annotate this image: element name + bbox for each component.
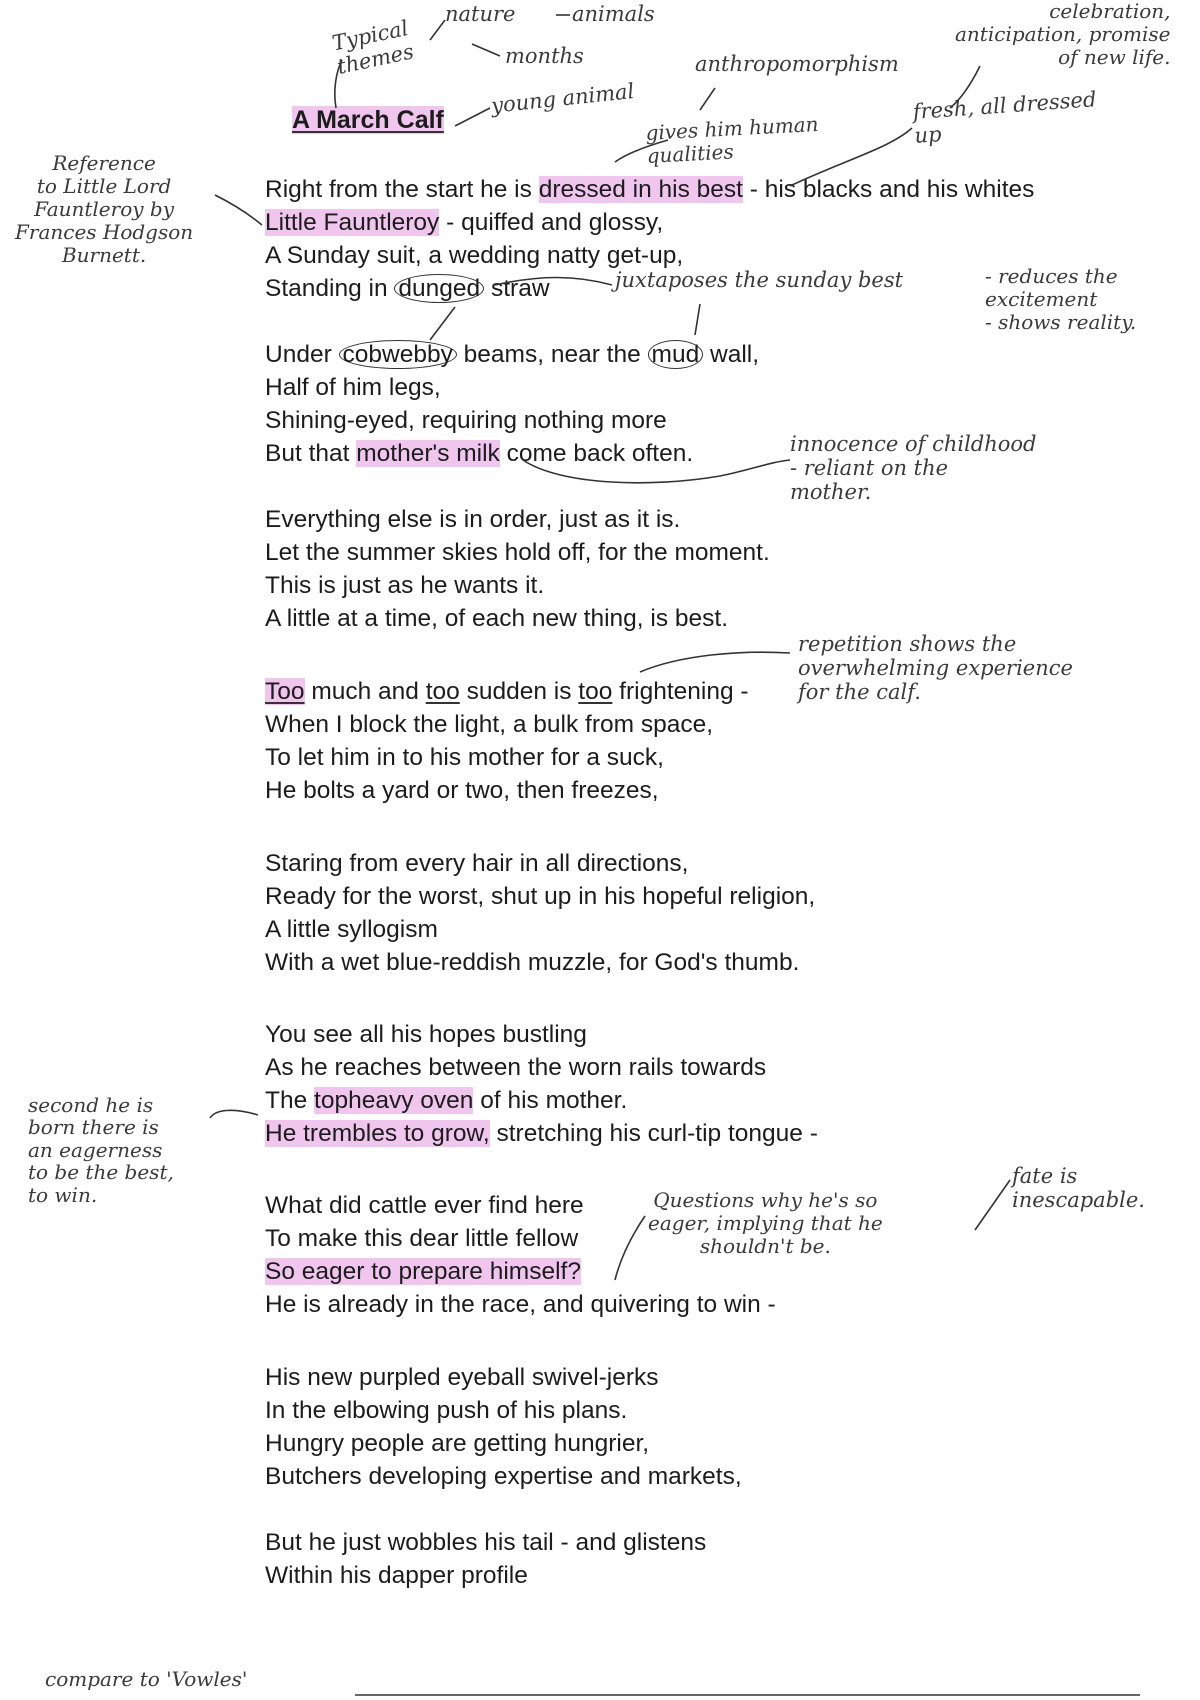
poem-line: He is already in the race, and quivering to win - [265, 1291, 776, 1318]
annotation-anthropomorphism: anthropomorphism [695, 52, 899, 76]
annotation-typical-themes: Typical themes [330, 15, 416, 80]
annotation-young-animal: young animal [490, 78, 636, 118]
poem-line: Half of him legs, [265, 374, 441, 401]
poem-line: You see all his hopes bustling [265, 1021, 587, 1048]
line-repetition [640, 652, 790, 672]
poem-line: In the elbowing push of his plans. [265, 1397, 628, 1424]
annotation-fate: fate is inescapable. [1012, 1164, 1145, 1213]
annotation-fresh: fresh, all dressed up [912, 87, 1098, 149]
poem-line: As he reaches between the worn rails towards [265, 1054, 767, 1081]
annotation-innocence: innocence of childhood - reliant on the mother. [790, 432, 1037, 505]
poem-line [265, 1260, 581, 1285]
line-questions [615, 1216, 645, 1280]
line-text: Little Fauntleroy - quiffed and glossy, [265, 209, 664, 236]
poem-line: His new purpled eyeball swivel-jerks [265, 1364, 659, 1391]
poem-line: With a wet blue-reddish muzzle, for God's thumb. [265, 949, 800, 976]
poem-line: Ready for the worst, shut up in his hopeful religion, [265, 883, 816, 910]
annotation-celebration: celebration, anticipation, promise of new life. [955, 0, 1171, 69]
annotation-second: second he is born there is an eagerness to be the best, to win. [28, 1093, 174, 1207]
poem-line [265, 1089, 627, 1114]
poem-line: A Sunday suit, a wedding natty get-up, [265, 242, 684, 269]
line-dunged-cobwebby [430, 307, 455, 340]
poem-line: Hungry people are getting hungrier, [265, 1430, 650, 1457]
annotation-months: months [505, 44, 584, 68]
annotation-animals: animals [572, 2, 655, 26]
annotation-repetition: repetition shows the overwhelming experience for the calf. [798, 632, 1073, 705]
line-text: The topheavy oven of his mother. [265, 1087, 628, 1114]
poem-line: Butchers developing expertise and markets, [265, 1463, 742, 1490]
poem-line [265, 343, 759, 368]
poem-line: To make this dear little fellow [265, 1225, 579, 1252]
title-text: A March Calf [292, 106, 444, 134]
poem-line: Shining-eyed, requiring nothing more [265, 407, 667, 434]
line-juxtaposes-mud [695, 304, 700, 335]
annotation-gives-human: gives him human qualities [644, 111, 820, 168]
annotation-questions: Questions why he's so eager, implying that he shouldn't be. [648, 1188, 883, 1258]
poem-line: But he just wobbles his tail - and glistens [265, 1529, 707, 1556]
poem-line: To let him in to his mother for a suck, [265, 744, 664, 771]
line-text: Right from the start he is dressed in his best - his blacks and his whites [265, 176, 1035, 203]
poem-line: A little at a time, of each new thing, is best. [265, 605, 729, 632]
line-typical-nature [430, 20, 445, 40]
annotation-bottom: compare to 'Vowles' [45, 1667, 248, 1691]
poem-line: Staring from every hair in all directions, [265, 850, 689, 877]
poem-title [292, 106, 444, 135]
poem-line: What did cattle ever find here [265, 1192, 584, 1219]
poem-line [265, 277, 550, 302]
line-second [210, 1110, 258, 1118]
line-text: Standing in dunged straw [265, 275, 550, 302]
poem-line [265, 211, 663, 236]
annotation-reduces: - reduces the excitement - shows reality. [985, 264, 1137, 334]
line-text: So eager to prepare himself? [265, 1258, 581, 1285]
annotation-nature: nature [445, 2, 516, 26]
line-fate [975, 1180, 1010, 1230]
poem-line: When I block the light, a bulk from space, [265, 711, 714, 738]
poem-line [265, 178, 1034, 203]
annotation-reference: Reference to Little Lord Fauntleroy by Frances Hodgson Burnett. [15, 151, 194, 267]
line-text: Under cobwebby beams, near the mud wall, [265, 341, 760, 368]
line-text: But that mother's milk come back often. [265, 440, 694, 467]
poem-line: Everything else is in order, just as it is. [265, 506, 681, 533]
poem-line: Let the summer skies hold off, for the moment. [265, 539, 770, 566]
line-reference [215, 195, 262, 225]
poem-line: He bolts a yard or two, then freezes, [265, 777, 659, 804]
line-text: Too much and too sudden is too frightening - [265, 678, 749, 705]
line-title-young [455, 108, 490, 126]
poem-line [265, 680, 749, 705]
poem-line: Within his dapper profile [265, 1562, 528, 1589]
poem-line [265, 442, 693, 467]
poem-line [265, 1122, 818, 1147]
poem-line: This is just as he wants it. [265, 572, 545, 599]
line-text: He trembles to grow, stretching his curl-tip tongue - [265, 1120, 818, 1147]
line-anthropomorphism [700, 88, 715, 110]
poem-line: A little syllogism [265, 916, 438, 943]
annotation-juxtaposes: juxtaposes the sunday best [615, 268, 904, 292]
line-typical-months [472, 44, 500, 56]
